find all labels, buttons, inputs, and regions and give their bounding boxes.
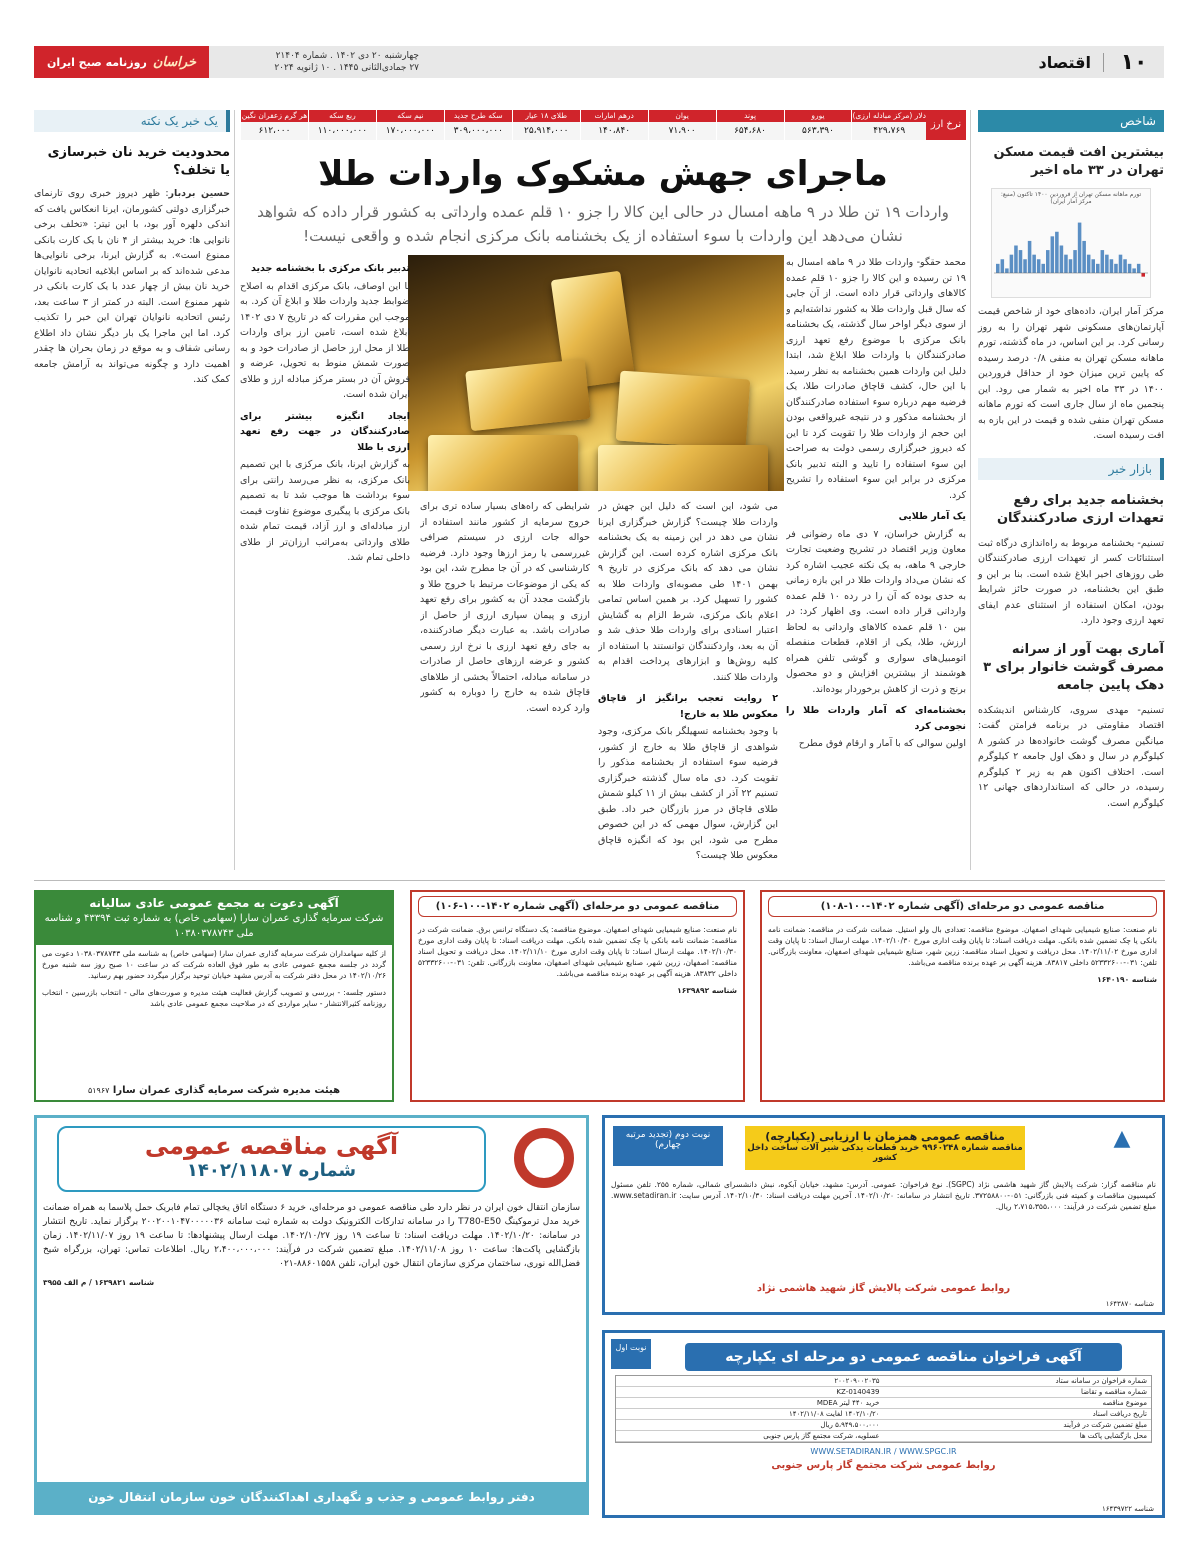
- price-label: دلار (مرکز مبادله ارزی): [852, 111, 926, 120]
- section-tag: بازار خبر: [978, 458, 1164, 480]
- chart-bar: [996, 264, 1000, 273]
- subheading: ایجاد انگیزه بیشتر برای صادرکنندگان در جهت رفع تعهد ارزی با طلا: [240, 410, 410, 453]
- divider: [970, 110, 971, 870]
- housing-inflation-chart: [991, 188, 1151, 298]
- chart-bar: [1055, 232, 1059, 273]
- subheading: بخشنامه‌ای که آمار واردات طلا را نجومی کرد: [786, 705, 966, 732]
- price-value: ۶۱۲،۰۰۰: [241, 122, 308, 140]
- chart-bar: [1005, 268, 1009, 273]
- chart-bar: [1046, 250, 1050, 273]
- price-value: ۳۰۹،۰۰۰،۰۰۰: [445, 122, 512, 140]
- article-headline: ماجرای جهش مشکوک واردات طلا: [318, 154, 888, 194]
- chart-bar: [1078, 223, 1082, 273]
- table-row: [616, 1376, 1151, 1387]
- article-col-2: می شود، این است که دلیل این جهش در واردات طلا چیست؟ گزارش خبرگزاری ایرنا نشان می دهد در این زمینه به یک بخشنامه بانک مرکزی اشاره کرده است. این گزارش نشان می دهد که بانک مرکزی در تاریخ ۹ بهمن ۱۴۰۱ طی مصوبه‌ای واردات طلا به کشور را تسهیل کرد. بر همین اساس تمامی اعلام بانک مرکزی، شرط الزام به گشایش اعتبار اسنادی برای واردات طلا حذف شد و آن به بعد، واردکنندگان توانستند با استفاده از کلیه روش‌ها و ابزارهای پرداخت اقدام به واردات طلا کنند. ۲ روایت تعجب برانگیز از قاچاق معکوس طلا به خارج! با وجود بخشنامه تسهیلگر بانک مرکزی، وجود شواهدی از قاچاق طلا به خارج از کشور، فرضیه سوء استفاده از بخشنامه مذکور را تقویت کرد. دی ماه سال گذشته خبرگزاری تسنیم ۲۲ آذر از کشف بیش از ۱۱ کیلو شمش طلای قاچاق در مرز بازرگان خبر داد. طبق این گزارش، سوال مهمی که در این خصوص مطرح می شود، این بود که انگیزه قاچاق معکوس طلا چیست؟: [598, 501, 778, 861]
- price-cell: [308, 110, 376, 140]
- chart-bar: [1114, 264, 1118, 273]
- section-title: اقتصاد: [1014, 53, 1104, 72]
- price-label: طلای ۱۸ عیار: [513, 110, 580, 122]
- chart-bar: [1010, 255, 1014, 273]
- chart-bar: [1123, 259, 1127, 273]
- chart-bar: [1014, 246, 1018, 274]
- table-cell: مبلغ تضمین شرکت در فرآیند: [1063, 1421, 1147, 1429]
- gas-company-logo-icon: ▲: [1113, 1126, 1131, 1151]
- chart-bar: [1001, 259, 1005, 273]
- gold-bar: [616, 371, 751, 450]
- price-value: ۱۱۰،۰۰۰،۰۰۰: [309, 122, 376, 140]
- price-label: هر گرم زعفران نگین: [241, 111, 308, 120]
- section-tag: یک خبر یک نکته: [34, 110, 230, 132]
- news-headline: آماری بهت آور از سرانه مصرف گوشت خانوار برای ۳ دهک پایین جامعه: [983, 641, 1164, 693]
- table-cell: خرید ۴۴۰ لیتر MDEA: [816, 1399, 880, 1407]
- gold-bar: [428, 435, 578, 491]
- chart-bar: [1019, 250, 1023, 273]
- gold-bars-photo: [408, 255, 784, 491]
- price-value: ۱۷۰،۰۰۰،۰۰۰: [377, 122, 444, 140]
- sidebar-body: مرکز آمار ایران، داده‌های خود از شاخص قیمت آپارتمان‌های مسکونی شهر تهران را به روز رسانی کرد. بر این اساس، در ماه گذشته، تورم ماهانه مسکن تهران به منفی ۰/۸ درصد رسیده که پایین ترین میزان خود از حداقل فروردین ۱۴۰۰ در ۳۳ ماه اخیر به شمار می رود. این پنجمین ماه از سال جاری است که تورم ماهانه مسکن تهران منفی شده و قیمت در این بازه به افت رسیده است.: [978, 306, 1165, 441]
- price-cell: [444, 110, 512, 140]
- table-cell: تاریخ دریافت اسناد: [1092, 1410, 1147, 1418]
- chart-bar: [1128, 264, 1132, 273]
- price-cell: [240, 110, 308, 140]
- ad-south-pars-tender: نوبت اول آگهی فراخوان مناقصه عمومی دو مرحله ای یکپارچه شماره فراخوان در سامانه ستاد ۲۰۰۲۰۹۰۰۲۰۳۵ شماره مناقصه و تقاضا 0140439-KZ موضوع مناقصه خرید ۴۴۰ لیتر MDEA تاریخ دریافت اسناد ۱۴۰۲/۱۰/۲۰ لغایت ۱۴۰۲/۱۱/۰۸ مبلغ تضمین شرکت در فرآیند ۵،۹۴۹،۵۰۰،۰۰۰ ریال محل بازگشایی پاکت ها عسلویه، شرکت مجتمع گاز پارس جنوبی WWW.SETADIRAN.IR / WWW.SPGC.IR روابط عمومی شرکت مجتمع گاز پارس جنوبی شناسه ۱۶۴۳۹۷۲۲: [602, 1330, 1165, 1518]
- price-cell: [512, 110, 580, 140]
- table-row: [616, 1398, 1151, 1409]
- price-cell: [716, 110, 784, 140]
- price-label: یورو: [785, 110, 852, 122]
- price-cell: [648, 110, 716, 140]
- chart-bar: [1110, 259, 1114, 273]
- price-cell: [784, 110, 852, 140]
- article-body: [240, 255, 966, 863]
- price-label: نیم سکه: [377, 110, 444, 122]
- chart-bar: [1091, 259, 1095, 273]
- table-cell: عسلویه، شرکت مجتمع گاز پارس جنوبی: [763, 1432, 880, 1440]
- ad-tender-106: مناقصه عمومی دو مرحله‌ای (آگهی شماره ۱۴۰۲-۱۰۰-۱۰۶) نام صنعت: صنایع شیمیایی شهدای اصفهان. موضوع مناقصه: یک دستگاه ترانس برق. ضمانت شرکت در مناقصه: ضمانت نامه بانکی یا چک تضمین شده بانکی. مهلت دریافت اسناد: تا پایان وقت اداری مورخ ۱۴۰۲/۱۰/۳۰. مهلت ارسال اسناد: تا پایان وقت اداری مورخ ۱۴۰۲/۱۱/۱۰. محل دریافت و تحویل اسناد مناقصه: اصفهان، زرین شهر، صنایع شیمیایی شهدای اصفهان، معاونت بازرگانی. تلفن: ۰۳۱-۵۲۳۳۲۶۰۰ داخلی ۸۳۸۳۲. هزینه آگهی بر عهده برنده مناقصه می‌باشد. شناسه ۱۶۳۹۸۹۲: [410, 890, 745, 1102]
- table-cell: 0140439-KZ: [836, 1388, 880, 1396]
- subheading: ۲ روایت تعجب برانگیز از قاچاق معکوس طلا به خارج!: [598, 693, 778, 720]
- chart-bar: [1037, 259, 1041, 273]
- left-sidebar: [34, 110, 230, 388]
- chart-caption: تورم ماهانه مسکن تهران از فروردین ۱۴۰۰ تاکنون (منبع: مرکز آمار ایران): [1000, 191, 1142, 205]
- news-body: تسنیم- مهدی سروی، کارشناس اندیشکده اقتصاد مقاومتی در برنامه فرامتن گفت: میانگین مصرف گوشت خانواده‌ها در کشور ۸ کیلوگرم در سال و دهک اول جامعه ۲ کیلوگرم است. اختلاف اکنون هم به زیر ۲ کیلوگرم رسیده، در حالی که استانداردهای جهانی ۱۲ کیلوگرم است.: [978, 704, 1164, 809]
- article-col-1: محمد حقگو- واردات طلا در ۹ ماهه امسال به ۱۹ تن رسیده و این کالا را جزو ۱۰ قلم عمده کالاهای وارداتی قرار داده است. از آن جایی که سال قبل واردات طلا به کشور نداشته‌ایم و از سوی دیگر اواخر سال گذشته، یک بخشنامه بانک مرکزی با موضوع رفع تعهد ارزی صادرکنندگان با واردات طلا ابلاغ شد، ابتدا دلیل این واردات همین بخشنامه به نظر رسید. با این حال، کشف قاچاق صادرات طلا، یک فرضیه مهم درباره سوء استفاده صادرکنندگان از بخشنامه مذکور و در نتیجه غیرواقعی بودن این حجم از واردات طلا را تقویت کرد تا این که دیروز خبرگزاری رسمی دولت به صراحت این سوء استفاده را تایید و البته تدبیر بانک مرکزی در برابر این سوء استفاده را تشریح کرد. یک آمار طلایی به گزارش خراسان، ۷ دی ماه رضوانی فر معاون وزیر اقتصاد در تشریح وضعیت تجارت خارجی ۹ ماهه، به یک نکته عجیب اشاره کرد که نشان می‌داد واردات طلا در این بازه زمانی به حدی بوده که آن را در رده ۱۰ قلم عمده وارداتی قرار داده است. وی اظهار کرد: در بین ۱۰ قلم عمده کالاهای وارداتی به لحاظ ارزش، طلا، یکی از اقلام، قطعات منفصله اتومبیل‌های سواری و گوشی تلفن همراه هوشمند از بیشترین افزایش و دو محصول برنج و ذرت از کاهش برخوردار بوده‌اند. بخشنامه‌ای که آمار واردات طلا را نجومی کرد اولین سوالی که با آمار و ارقام فوق مطرح: [786, 257, 966, 749]
- section-tag: شاخص: [978, 110, 1164, 132]
- price-label: ربع سکه: [309, 110, 376, 122]
- price-cell: [580, 110, 648, 140]
- article-col-3: شرایطی که راه‌های بسیار ساده تری برای خروج سرمایه از کشور مانند استفاده از حواله جات ارزی در سیستم صرافی غیررسمی یا رمز ارزها وجود دارد. فرضیه کارشناسی که در آن جا مطرح شد، این بود که یکی از موضوعات مرتبط با خروج طلا و بازگشت مجدد آن به کشور برای رفع تعهد ارزی و پیمان سپاری ارزی از حاصل از صادرات باشد. به عبارت دیگر صادرکننده، به جای رفع تعهد ارزی با نرخ ارز رسمی کشور و عرضه ارزهای حاصل از صادرات در سامانه مبادله، احتمالاً بخشی از طلاهای قاچاق شده به خارج را دوباره به کشور وارد کرده است.: [420, 501, 590, 714]
- chart-bar: [1028, 241, 1032, 273]
- price-cell: [851, 110, 926, 140]
- subheading: یک آمار طلایی: [898, 511, 966, 522]
- price-label: سکه طرح جدید: [445, 110, 512, 122]
- divider: [234, 110, 235, 870]
- price-value: ۲۵،۹۱۴،۰۰۰: [513, 122, 580, 140]
- price-value: ۴۲۹،۷۶۹: [852, 122, 926, 140]
- page-header: [34, 46, 1164, 78]
- chart-bar: [1096, 264, 1100, 273]
- chart-bar: [1101, 250, 1105, 273]
- table-cell: ۱۴۰۲/۱۰/۲۰ لغایت ۱۴۰۲/۱۱/۰۸: [788, 1410, 880, 1418]
- page-number: ۱۰: [1120, 49, 1148, 75]
- blood-org-logo-icon: [514, 1128, 574, 1188]
- issue-dates: چهارشنبه ۲۰ دی ۱۴۰۲ . شماره ۲۱۴۰۴ ۲۷ جمادی‌الثانی ۱۴۴۵ . ۱۰ ژانویه ۲۰۲۴: [274, 51, 419, 73]
- chart-bar: [1082, 241, 1086, 273]
- ad-gas-refinery-tender: نوبت دوم (تجدید مرتبه چهارم) مناقصه عمومی همزمان با ارزیابی (یکپارچه) مناقصه شماره ۹۹۶۰۲۴۸ خرید قطعات یدکی شیر آلات ساخت داخل کشور ▲ نام مناقصه گزار: شرکت پالایش گاز شهید هاشمی نژاد (SGPC). نوع فراخوان: عمومی. آدرس: مشهد، خیابان آبکوه، نبش دانشسرای شمالی، شماره ۲۵۵. تلفن مسئول کمیسیون مناقصات و کمیته فنی بازرگانی: ۰۵۱-۳۷۲۵۸۸۰۰. تاریخ انتشار در سامانه: ۱۴۰۲/۱۰/۲۰. آخرین مهلت دریافت اسناد: ۱۴۰۲/۱۰/۳۰. آدرس سایت: www.setadiran.ir. مبلغ تضمین شرکت در فرآیند: ۲،۷۱۵،۳۵۵،۰۰۰ ریال. روابط عمومی شرکت پالایش گاز شهید هاشمی نژاد شناسه ۱۶۴۳۸۷۰: [602, 1115, 1165, 1315]
- brand-logo: خراسان روزنامه صبح ایران: [34, 46, 209, 78]
- article-col-4: تدبیر بانک مرکزی با بخشنامه جدید با این اوصاف، بانک مرکزی اقدام به اصلاح ضوابط جدید واردات طلا و ابلاغ آن کرد. به موجب این مقررات که در تاریخ ۷ دی ۱۴۰۲ ابلاغ شده است، تامین ارز برای واردات طلا از محل ارز حاصل از صادرات خود و به صورت شمش منوط به تحویل، عرضه و فروش آن در بستر مرکز مبادله ارز و طلای ایران شده است. ایجاد انگیزه بیشتر برای صادرکنندگان در جهت رفع تعهد ارزی با طلا به گزارش ایرنا، بانک مرکزی با این تصمیم بانک مرکزی، به نظر می‌رسد رانتی برای سوء برداشت ها موجب شد تا به تصمیم بانک مرکزی با پیگیری موضوع تفاوت قیمت ارز مبادله‌ای و ارز آزاد، قیمت تمام شده طلای وارداتی به‌مراتب ارزان‌تر از طلای داخلی تمام شد.: [240, 263, 410, 563]
- chart-bar: [1051, 236, 1055, 273]
- table-cell: ۲۰۰۲۰۹۰۰۲۰۳۵: [834, 1377, 880, 1385]
- gold-bar: [598, 445, 768, 491]
- chart-bar: [1141, 273, 1145, 277]
- table-cell: شماره فراخوان در سامانه ستاد: [1055, 1377, 1147, 1385]
- table-cell: موضوع مناقصه: [1102, 1399, 1147, 1407]
- price-label: یوان: [649, 110, 716, 122]
- chart-bar: [1032, 255, 1036, 273]
- price-value: ۶۵۴،۶۸۰: [717, 122, 784, 140]
- chart-bar: [1064, 255, 1068, 273]
- chart-bar: [1041, 264, 1045, 273]
- tender-table: [615, 1375, 1152, 1443]
- price-label: پوند: [717, 110, 784, 122]
- news-headline: بخشنامه جدید برای رفع تعهدات ارزی صادرکنندگان: [996, 492, 1164, 526]
- price-value: ۱۴۰،۸۴۰: [581, 122, 648, 140]
- chart-bar: [1087, 255, 1091, 273]
- price-ticker: [240, 110, 966, 140]
- ad-shareholder-meeting: آگهی دعوت به مجمع عمومی عادی سالیانه شرکت سرمایه گذاری عمران سارا (سهامی خاص) به شماره ثبت ۴۳۳۹۴ و شناسه ملی ۱۰۳۸۰۳۷۸۷۴۳ از کلیه سهامداران شرکت سرمایه گذاری عمران سارا (سهامی خاص) به شناسه ملی ۱۰۳۸۰۳۷۸۷۴۳ دعوت می گردد در جلسه مجمع عمومی عادی به طور فوق العاده شرکت که در ساعت ۱۰ صبح روز سه شنبه مورخ ۱۴۰۲/۱۰/۲۶ در محل دفتر شرکت به آدرس مشهد خیابان توحید برگزار میگردد حضور بهم رسانید. دستور جلسه: - بررسی و تصویب گزارش فعالیت هیئت مدیره و صورت‌های مالی - انتخاب بازرسین - انتخاب روزنامه کثیرالانتشار - سایر مواردی که در صلاحیت مجمع عمومی عادی باشد هیئت مدیره شرکت سرمایه گذاری عمران سارا ۵۱۹۶۷: [34, 890, 394, 1102]
- ad-tender-108: مناقصه عمومی دو مرحله‌ای (آگهی شماره ۱۴۰۲-۱۰۰-۱۰۸) نام صنعت: صنایع شیمیایی شهدای اصفهان. موضوع مناقصه: تعدادی بال ولو استیل. ضمانت شرکت در مناقصه: ضمانت نامه بانکی یا چک تضمین شده بانکی. مهلت دریافت اسناد: تا پایان وقت اداری مورخ ۱۴۰۲/۱۰/۳۰. مهلت ارسال اسناد: تا پایان وقت اداری مورخ ۱۴۰۲/۱۱/۰۲. محل دریافت و تحویل اسناد مناقصه: زرین شهر، صنایع شیمیایی شهدای اصفهان، معاونت بازرگانی. تلفن: ۰۳۱-۵۲۳۳۲۶۰۰ داخلی ۸۳۸۱۷. هزینه آگهی بر عهده برنده مناقصه می‌باشد. شناسه ۱۶۴۰۱۹۰: [760, 890, 1165, 1102]
- chart-bar: [1137, 264, 1141, 273]
- chart-bar: [1119, 255, 1123, 273]
- price-label: درهم امارات: [581, 110, 648, 122]
- chart-bar: [1060, 246, 1064, 274]
- news-body: تسنیم- بخشنامه مربوط به راه‌اندازی درگاه ثبت استثنائات کسر از تعهدات ارزی صادرکنندگان طی روزهای اخیر ابلاغ شده است. بنا بر این و طبق این بخشنامه، در صورت حائز شرایط بودن، امکان استفاده از استثنای عدم ایفای تعهد ارزی وجود دارد.: [978, 537, 1164, 626]
- sidebar-headline: بیشترین افت قیمت مسکن تهران در ۳۳ ماه اخیر: [993, 145, 1164, 178]
- chart-bar: [1069, 259, 1073, 273]
- price-value: ۵۶۳،۳۹۰: [785, 122, 852, 140]
- gold-bar: [465, 359, 591, 431]
- article-lead: واردات ۱۹ تن طلا در ۹ ماهه امسال در حالی این کالا را جزو ۱۰ قلم عمده وارداتی به کشور قرار داده که شواهد نشان می‌دهد این واردات با سوء استفاده از یک بخشنامه بانک مرکزی انجام شده و واقعی نیست!: [257, 203, 949, 245]
- table-cell: محل بازگشایی پاکت ها: [1079, 1432, 1147, 1440]
- ad-blood-transfusion-tender: آگهی مناقصه عمومی شماره ۱۴۰۲/۱۱۸۰۷ سازمان انتقال خون ایران در نظر دارد طی مناقصه عمومی دو مرحله‌ای، خرید ۶ دستگاه اتاق یخچالی تمام فابریک حمل پلاسما به همراه ضمانت خرید مدل ترموکینگ T780-E50 را در سامانه تدارکات الکترونیک دولت به شماره ثبت سامانه ۲۰۰۲۰۰۱۰۴۷۰۰۰۰۰۳۶ برگزار نماید. تاریخ انتشار در سامانه: ۱۴۰۲/۱۰/۲۰. مهلت دریافت اسناد: تا ساعت ۱۹ روز ۱۴۰۲/۱۰/۲۷. مهلت ارسال پیشنهادها: تا ساعت ۱۹ روز ۱۴۰۲/۱۱/۰۷. زمان بازگشایی پاکت‌ها: ساعت ۱۰ روز ۱۴۰۲/۱۱/۰۸. مبلغ تضمین شرکت در فرآیند: ۲،۴۰۰،۰۰۰،۰۰۰ ریال. اطلاعات تماس: تهران، بزرگراه شیخ فضل‌الله نوری، ساختمان مرکزی سازمان انتقال خون ایران، تلفن ۸۸۶۰۱۵۵۸-۰۲۱ شناسه ۱۶۳۹۸۲۱ / م الف ۳۹۵۵ دفتر روابط عمومی و جذب و نگهداری اهداکنندگان خون سازمان انتقال خون: [34, 1115, 589, 1515]
- price-ticker-label: نرخ ارز: [926, 110, 966, 140]
- table-cell: ۵،۹۴۹،۵۰۰،۰۰۰ ریال: [820, 1421, 880, 1429]
- chart-bar: [1132, 268, 1136, 273]
- table-row: [616, 1431, 1151, 1442]
- table-row: [616, 1409, 1151, 1420]
- column-headline: محدودیت خرید نان خبرسازی یا تخلف؟: [47, 145, 230, 178]
- subheading: تدبیر بانک مرکزی با بخشنامه جدید: [251, 263, 410, 274]
- table-cell: شماره مناقصه و تقاضا: [1080, 1388, 1147, 1396]
- table-row: [616, 1387, 1151, 1398]
- chart-plot: [992, 213, 1150, 293]
- divider: [34, 880, 1165, 881]
- column-author: حسین بردبار: [168, 188, 230, 199]
- chart-bar: [1073, 250, 1077, 273]
- table-row: [616, 1420, 1151, 1431]
- right-sidebar: [978, 110, 1164, 811]
- column-body: حسین بردبار: ظهر دیروز خبری روی تارنمای خبرگزاری دولتی کشورمان، ایرنا انعکاس یافت که اندکی دلهره آور بود، با این تیتر: «تخلف برخی نانوایی ها: خرید بیشتر از ۴ نان با یک کارت بانکی ممنوع است». به گزارش ایرنا، برخی نانوایی‌ها مدعی شده‌اند که بر اساس ابلاغیه اتحادیه نانوایان خرید نان بیش از چهار عدد با یک کارت بانکی در شهر ممنوع است. البته در کمتر از ۳ ساعت بعد، رئیس اتحادیه نانوایان تهران این خبر را تکذیب کرد. اما این ماجرا یک بار دیگر نشان داد اطلاع رسانی شفاف و به موقع در زمان بحران ها چقدر اهمیت دارد و چگونه می‌تواند به آرامش جامعه کمک کند.: [34, 188, 230, 385]
- chart-bar: [1105, 255, 1109, 273]
- price-value: ۷۱،۹۰۰: [649, 122, 716, 140]
- price-cell: [376, 110, 444, 140]
- chart-bar: [1023, 259, 1027, 273]
